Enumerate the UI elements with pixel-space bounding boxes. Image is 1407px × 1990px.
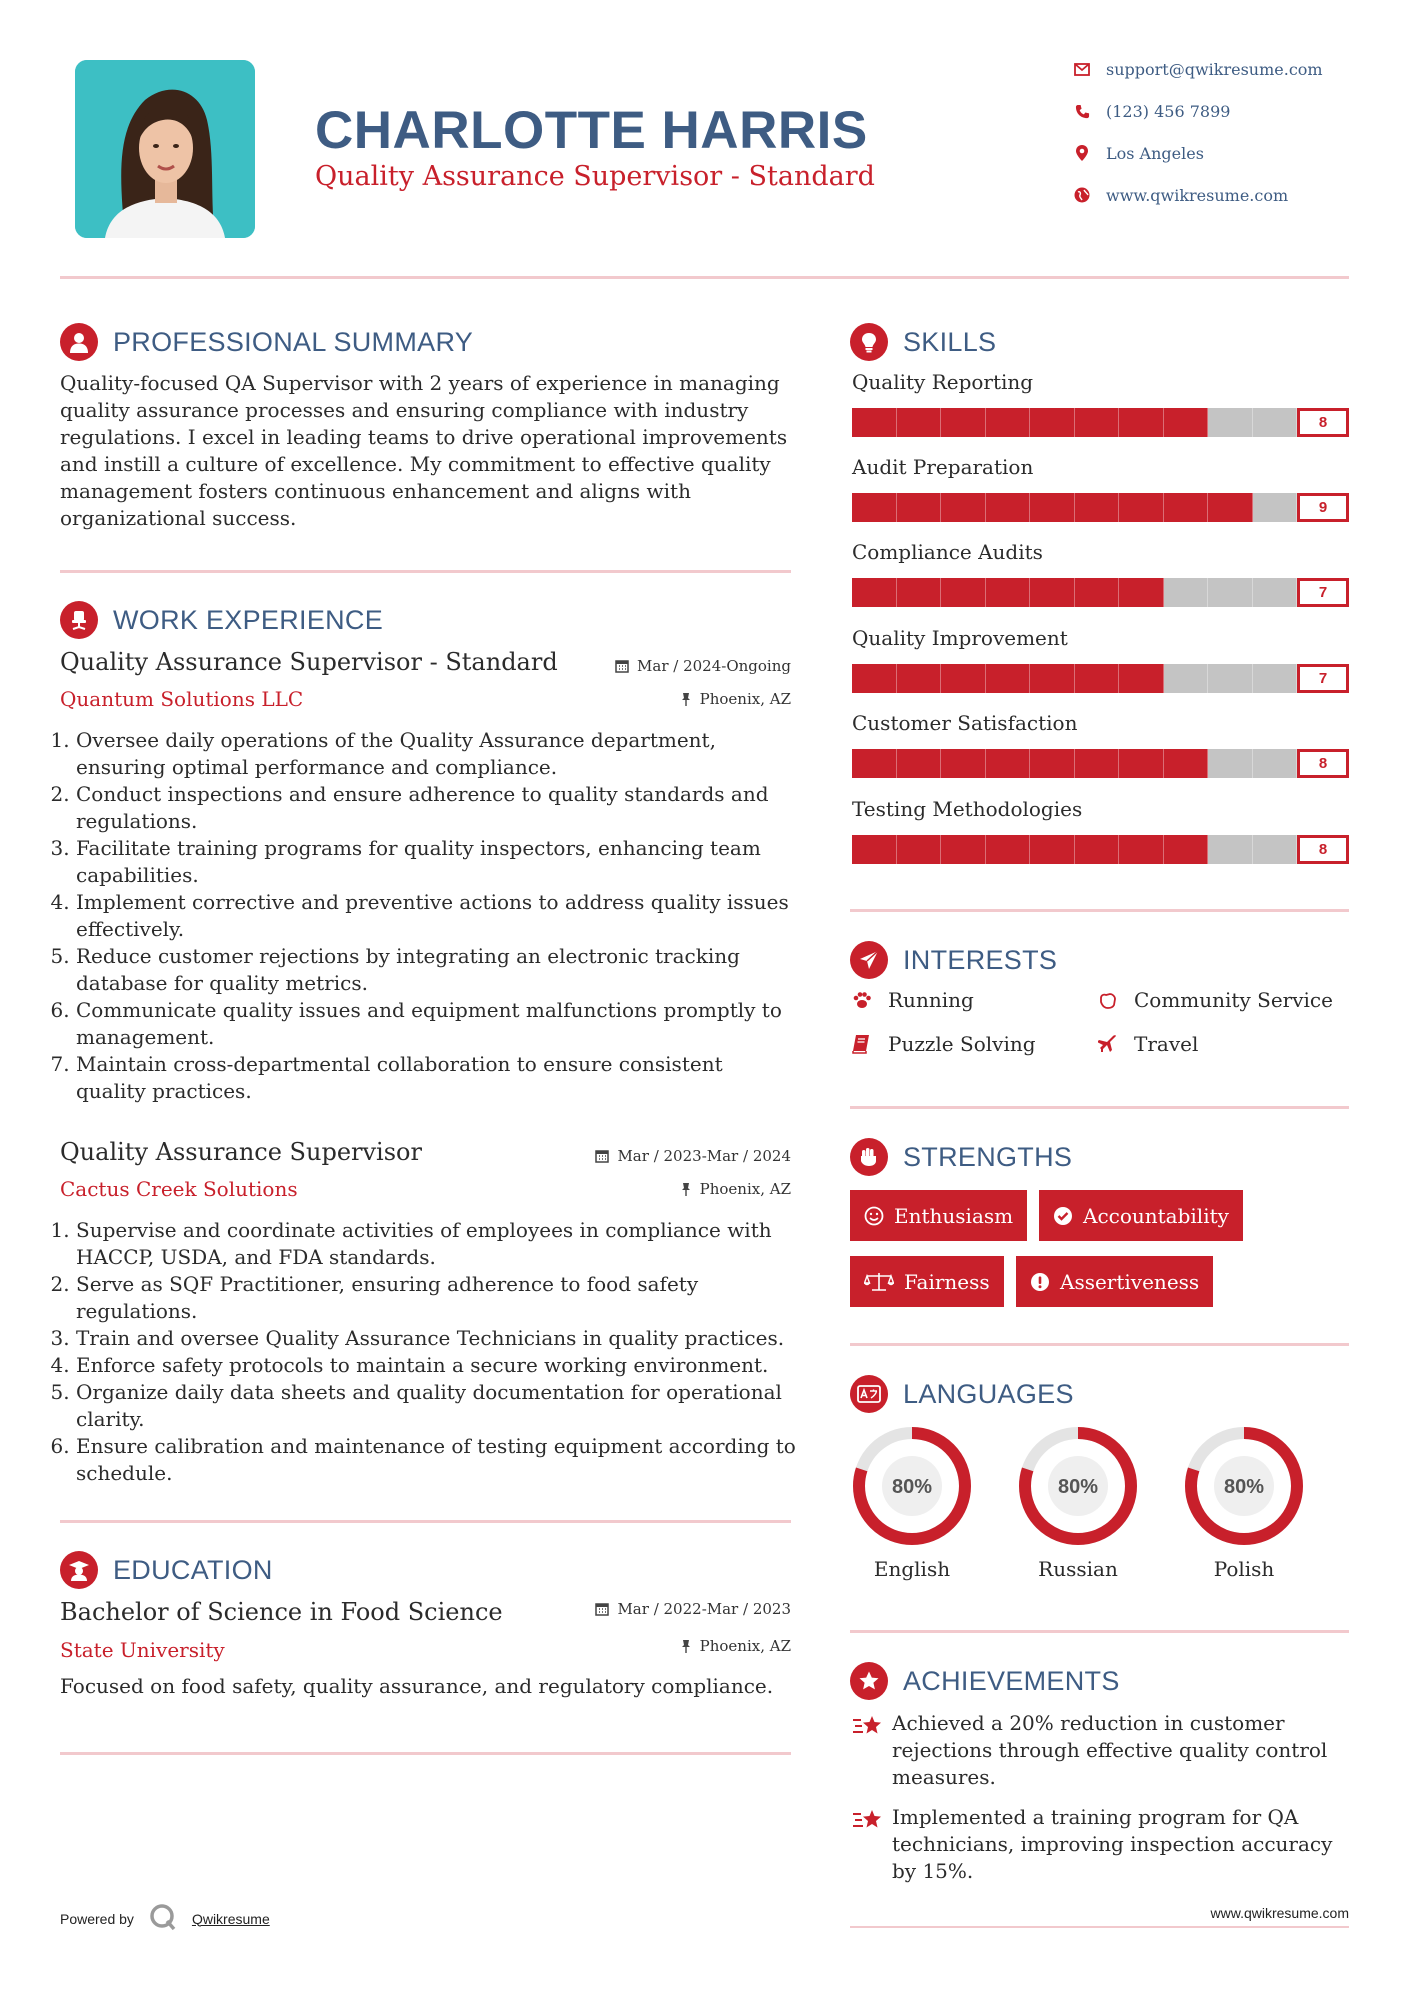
achievement-item <box>852 1710 1347 1791</box>
skill-segment-filled <box>1164 493 1209 522</box>
skill-segment-filled <box>852 578 897 607</box>
paper-plane-icon <box>850 941 888 979</box>
calendar-icon <box>595 1602 609 1616</box>
skill-segment-filled <box>897 578 942 607</box>
language-percent: 80% <box>891 1476 933 1498</box>
star-badge-icon <box>850 1662 888 1700</box>
language-name: Russian <box>1038 1557 1118 1581</box>
interest-label: Puzzle Solving <box>888 1032 1036 1056</box>
powered-by-label: Powered by <box>60 1910 134 1927</box>
skill-segment-filled <box>1030 835 1075 864</box>
skill-segment-filled <box>941 578 986 607</box>
strengths-divider <box>850 1343 1349 1346</box>
skill-segment-filled <box>852 664 897 693</box>
job-duties-list <box>58 1217 798 1487</box>
summary-text: Quality-focused QA Supervisor with 2 years of experience in managing quality assurance processes and ensuring compliance with industry regulations. I excel in leading teams to drive operational improvements and instill a culture of excellence. My commitment to effective quality management fosters continuous enhancement and aligns with organizational success. <box>60 371 788 530</box>
skill-segment-empty <box>1208 408 1253 437</box>
skill-segment-empty <box>1208 664 1253 693</box>
skill-segment-empty <box>1253 493 1298 522</box>
skill-segment-empty <box>1164 664 1209 693</box>
office-chair-icon <box>60 601 98 639</box>
smile-icon <box>864 1206 884 1226</box>
language-name: English <box>873 1557 951 1581</box>
powered-by <box>60 1902 270 1935</box>
skill-bar <box>852 835 1297 864</box>
skill-segment-empty <box>1253 578 1298 607</box>
skill-segment-filled <box>1030 749 1075 778</box>
job-date <box>531 657 791 675</box>
skill-segment-filled <box>1119 749 1164 778</box>
skill-segment-filled <box>941 835 986 864</box>
education-divider <box>60 1752 791 1755</box>
skill-segment-filled <box>1119 408 1164 437</box>
paw-icon <box>852 990 876 1010</box>
interest-item <box>1098 988 1333 1012</box>
shooting-star-icon <box>852 1804 892 1885</box>
skill-segment-empty <box>1253 749 1298 778</box>
list-item: 5. Organize daily data sheets and quality documentation for operational clarity. <box>76 1379 798 1433</box>
achievement-item <box>852 1804 1347 1885</box>
job-title: Quality Assurance Supervisor <box>60 1138 422 1166</box>
skill-segment-empty <box>1208 578 1253 607</box>
skill-segment-filled <box>897 835 942 864</box>
skill-level: 7 <box>1297 578 1349 607</box>
education-heading: EDUCATION <box>113 1554 273 1585</box>
interest-label: Travel <box>1134 1032 1199 1056</box>
strength-tag <box>850 1190 1027 1241</box>
job-title: Quality Assurance Supervisor - Standard <box>60 648 558 676</box>
skill-segment-filled <box>1119 493 1164 522</box>
footer-website[interactable]: www.qwikresume.com <box>1210 1905 1349 1921</box>
skill-segment-filled <box>1164 408 1209 437</box>
contact-location-text: Los Angeles <box>1106 143 1204 163</box>
achievements-section-header <box>850 1661 1120 1701</box>
skill-segment-filled <box>897 664 942 693</box>
list-item: 2. Conduct inspections and ensure adherence to quality standards and regulations. <box>76 781 798 835</box>
skill-segment-empty <box>1253 835 1298 864</box>
skill-segment-filled <box>941 749 986 778</box>
skill-segment-filled <box>986 835 1031 864</box>
skill-segment-filled <box>1119 578 1164 607</box>
skill-level: 7 <box>1297 664 1349 693</box>
experience-heading: WORK EXPERIENCE <box>113 604 384 635</box>
contact-email[interactable] <box>1072 56 1323 82</box>
book-icon <box>852 1034 876 1054</box>
map-pin-icon <box>1072 143 1092 163</box>
phone-icon <box>1072 101 1092 121</box>
skill-bar <box>852 749 1297 778</box>
skill-segment-filled <box>986 578 1031 607</box>
strengths-section-header <box>850 1137 1072 1177</box>
skill-name: Audit Preparation <box>852 455 1034 479</box>
skill-segment-filled <box>852 493 897 522</box>
language-ring <box>1016 1424 1140 1548</box>
education-section-header <box>60 1550 273 1590</box>
skill-name: Quality Reporting <box>852 370 1034 394</box>
plane-icon <box>1098 1034 1122 1054</box>
skills-heading: SKILLS <box>903 326 997 357</box>
interests-heading: INTERESTS <box>903 944 1058 975</box>
skill-segment-filled <box>941 408 986 437</box>
skill-segment-filled <box>1030 578 1075 607</box>
skill-segment-empty <box>1208 835 1253 864</box>
strength-tag <box>1016 1256 1213 1307</box>
qwikresume-link[interactable]: Qwikresume <box>191 1910 270 1927</box>
summary-heading: PROFESSIONAL SUMMARY <box>113 326 474 357</box>
list-item: 7. Maintain cross-departmental collaboration to ensure consistent quality practices. <box>76 1051 798 1105</box>
skill-segment-filled <box>1075 749 1120 778</box>
strength-label: Accountability <box>1083 1203 1229 1228</box>
strength-label: Fairness <box>904 1269 990 1294</box>
list-item: 4. Enforce safety protocols to maintain a secure working environment. <box>76 1352 798 1379</box>
interest-label: Community Service <box>1134 988 1333 1012</box>
skill-segment-filled <box>852 835 897 864</box>
skill-bar <box>852 578 1297 607</box>
header-divider <box>60 276 1349 279</box>
interests-section-header <box>850 940 1057 980</box>
education-description: Focused on food safety, quality assurance, and regulatory compliance. <box>60 1674 774 1698</box>
skill-segment-filled <box>1075 408 1120 437</box>
language-ring <box>850 1424 974 1548</box>
language-name: Polish <box>1213 1557 1275 1581</box>
experience-divider <box>60 1520 791 1523</box>
pushpin-icon <box>680 692 692 706</box>
interest-item <box>852 1032 1036 1056</box>
job-date-text: Mar / 2024-Ongoing <box>637 657 791 675</box>
job-date <box>531 1147 791 1165</box>
skill-segment-filled <box>897 408 942 437</box>
skill-segment-filled <box>1164 749 1209 778</box>
achievement-text: Implemented a training program for QA technicians, improving inspection accuracy by 15%. <box>892 1805 1333 1883</box>
skill-segment-filled <box>986 749 1031 778</box>
skill-segment-filled <box>1075 664 1120 693</box>
skill-segment-filled <box>1030 664 1075 693</box>
list-item: 5. Reduce customer rejections by integrating an electronic tracking database for quality metrics. <box>76 943 798 997</box>
job-company: Quantum Solutions LLC <box>60 687 304 711</box>
skill-segment-filled <box>1030 493 1075 522</box>
skill-segment-filled <box>1030 408 1075 437</box>
job-location-text: Phoenix, AZ <box>699 690 791 708</box>
list-item: 1. Supervise and coordinate activities of employees in compliance with HACCP, USDA, and FDA standards. <box>76 1217 798 1271</box>
graduate-icon <box>60 1551 98 1589</box>
skill-segment-filled <box>1208 493 1253 522</box>
skill-name: Quality Improvement <box>852 626 1068 650</box>
skill-segment-filled <box>1164 835 1209 864</box>
qwikresume-logo-icon <box>148 1902 178 1935</box>
skill-segment-filled <box>1075 578 1120 607</box>
skill-segment-filled <box>1075 493 1120 522</box>
skill-name: Testing Methodologies <box>852 797 1083 821</box>
job-company: Cactus Creek Solutions <box>60 1177 298 1201</box>
list-item: 6. Ensure calibration and maintenance of testing equipment according to schedule. <box>76 1433 798 1487</box>
skill-segment-filled <box>852 749 897 778</box>
skill-bar <box>852 408 1297 437</box>
skill-level: 9 <box>1297 493 1349 522</box>
exclamation-circle-icon <box>1030 1272 1050 1292</box>
skill-segment-filled <box>897 493 942 522</box>
strength-label: Assertiveness <box>1060 1269 1200 1294</box>
skill-bar <box>852 664 1297 693</box>
job-location-text: Phoenix, AZ <box>699 1180 791 1198</box>
skill-segment-empty <box>1253 664 1298 693</box>
job-location <box>531 1180 791 1198</box>
list-item: 2. Serve as SQF Practitioner, ensuring adherence to food safety regulations. <box>76 1271 798 1325</box>
languages-section-header <box>850 1374 1074 1414</box>
list-item: 6. Communicate quality issues and equipment malfunctions promptly to management. <box>76 997 798 1051</box>
experience-section-header <box>60 600 383 640</box>
skill-segment-filled <box>986 664 1031 693</box>
strength-tag <box>850 1256 1004 1307</box>
skill-segment-filled <box>1075 835 1120 864</box>
check-circle-icon <box>1053 1206 1073 1226</box>
shooting-star-icon <box>852 1710 892 1791</box>
interest-item <box>1098 1032 1198 1056</box>
languages-heading: LANGUAGES <box>903 1378 1074 1409</box>
contact-website[interactable] <box>1072 182 1288 208</box>
skill-segment-filled <box>897 749 942 778</box>
translate-icon <box>850 1375 888 1413</box>
scale-icon <box>864 1272 894 1292</box>
calendar-icon <box>615 659 629 673</box>
skill-segment-filled <box>986 493 1031 522</box>
skill-segment-filled <box>941 493 986 522</box>
skill-name: Customer Satisfaction <box>852 711 1078 735</box>
achievements-heading: ACHIEVEMENTS <box>903 1665 1120 1696</box>
strengths-heading: STRENGTHS <box>903 1141 1073 1172</box>
pushpin-icon <box>680 1639 692 1653</box>
skill-name: Compliance Audits <box>852 540 1043 564</box>
list-item: 4. Implement corrective and preventive actions to address quality issues effectively. <box>76 889 798 943</box>
achievement-text: Achieved a 20% reduction in customer rejections through effective quality control measures. <box>892 1711 1328 1789</box>
skill-level: 8 <box>1297 749 1349 778</box>
candidate-title: Quality Assurance Supervisor - Standard <box>315 161 875 192</box>
language-ring <box>1182 1424 1306 1548</box>
footer-divider <box>850 1926 1349 1928</box>
pushpin-icon <box>680 1182 692 1196</box>
skill-segment-filled <box>941 664 986 693</box>
skill-segment-filled <box>1119 664 1164 693</box>
skills-section-header <box>850 322 996 362</box>
skills-divider <box>850 909 1349 912</box>
contact-phone-text: (123) 456 7899 <box>1106 101 1231 121</box>
list-item: 3. Train and oversee Quality Assurance Technicians in quality practices. <box>76 1325 798 1352</box>
globe-icon <box>1072 185 1092 205</box>
contact-location <box>1072 140 1204 166</box>
contact-phone[interactable] <box>1072 98 1230 124</box>
lightbulb-icon <box>850 323 888 361</box>
job-duties-list <box>58 727 798 1105</box>
calendar-icon <box>595 1149 609 1163</box>
envelope-icon <box>1072 59 1092 79</box>
list-item: 3. Facilitate training programs for quality inspectors, enhancing team capabilities. <box>76 835 798 889</box>
strength-tag <box>1039 1190 1243 1241</box>
skill-segment-empty <box>1253 408 1298 437</box>
skill-segment-filled <box>1119 835 1164 864</box>
job-date-text: Mar / 2023-Mar / 2024 <box>617 1147 791 1165</box>
skill-segment-empty <box>1164 578 1209 607</box>
education-date-text: Mar / 2022-Mar / 2023 <box>617 1600 791 1618</box>
education-location <box>531 1637 791 1655</box>
skill-segment-filled <box>852 408 897 437</box>
fist-icon <box>850 1138 888 1176</box>
interest-label: Running <box>888 988 974 1012</box>
user-icon <box>60 323 98 361</box>
summary-divider <box>60 570 791 573</box>
education-date <box>531 1600 791 1618</box>
contact-website-text: www.qwikresume.com <box>1106 185 1289 205</box>
skill-segment-filled <box>986 408 1031 437</box>
strength-label: Enthusiasm <box>894 1203 1014 1228</box>
language-percent: 80% <box>1057 1476 1099 1498</box>
interest-item <box>852 988 974 1012</box>
candidate-name: CHARLOTTE HARRIS <box>315 101 868 160</box>
avatar-illustration <box>75 60 255 238</box>
interests-divider <box>850 1106 1349 1109</box>
contact-email-text: support@qwikresume.com <box>1106 59 1323 79</box>
summary-section-header <box>60 322 473 362</box>
education-degree: Bachelor of Science in Food Science <box>60 1598 503 1626</box>
job-location <box>531 690 791 708</box>
profile-photo <box>75 60 255 238</box>
skill-level: 8 <box>1297 835 1349 864</box>
hand-icon <box>1098 990 1122 1010</box>
language-percent: 80% <box>1223 1476 1265 1498</box>
skill-bar <box>852 493 1297 522</box>
list-item: 1. Oversee daily operations of the Quality Assurance department, ensuring optimal performance and compliance. <box>76 727 798 781</box>
skill-level: 8 <box>1297 408 1349 437</box>
education-location-text: Phoenix, AZ <box>699 1637 791 1655</box>
skill-segment-empty <box>1208 749 1253 778</box>
education-school: State University <box>60 1638 225 1662</box>
languages-divider <box>850 1630 1349 1633</box>
